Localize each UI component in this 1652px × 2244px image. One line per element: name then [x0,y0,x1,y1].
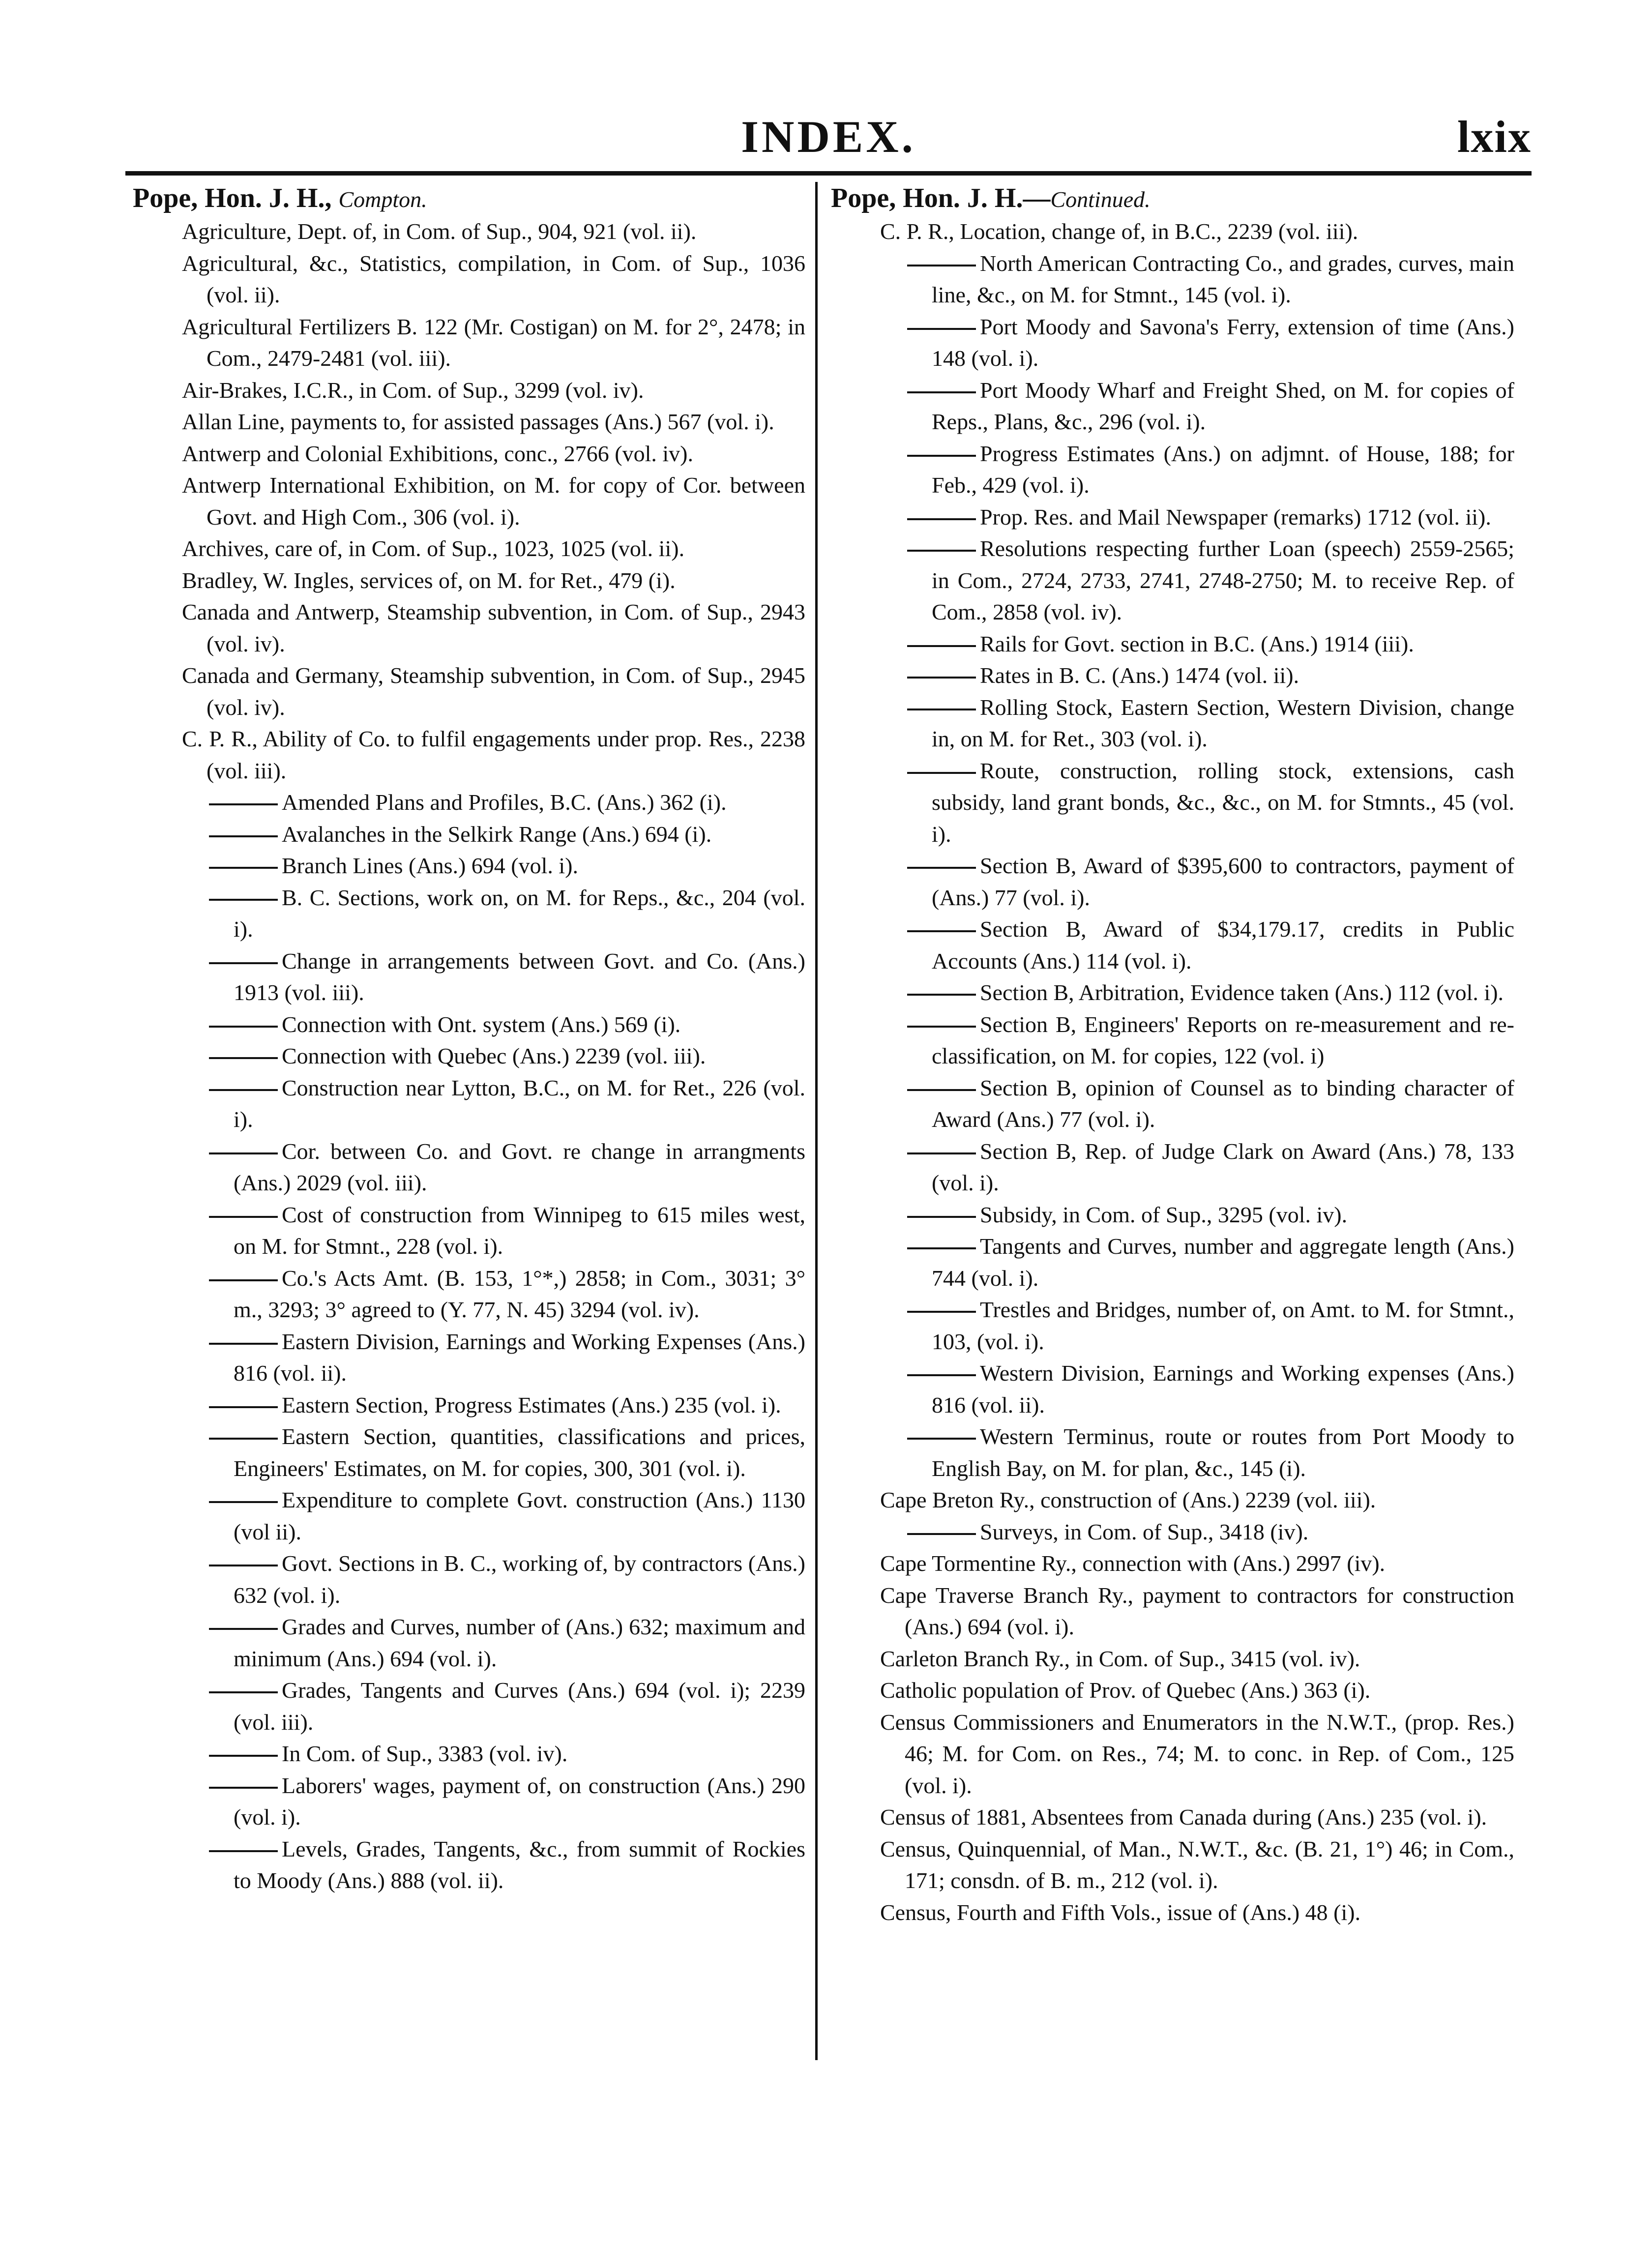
ditto-dash [907,1089,976,1091]
entry-text: Census Commissioners and Enumerators in the N.W.T., (prop. Res.) 46; M. for Com. on Res., 74; M. to conc. in Rep. of Com., 125 (vol. i). [880,1709,1514,1798]
ditto-dash [209,1026,278,1028]
entry-text: Expenditure to complete Govt. construction (Ans.) 1130 (vol ii). [234,1487,805,1544]
entry-text: Cost of construction from Winnipeg to 615 miles west, on M. for Stmnt., 228 (vol. i). [234,1202,805,1259]
index-entry [182,406,805,438]
index-subentry [907,1358,1514,1421]
index-subentry [209,819,805,851]
ditto-dash [209,1057,278,1059]
ditto-dash [907,930,976,932]
ditto-dash [209,1152,278,1154]
entry-text: Tangents and Curves, number and aggregate length (Ans.) 744 (vol. i). [932,1234,1514,1291]
ditto-dash [907,1374,976,1376]
index-entry [880,1580,1514,1643]
index-entry [182,438,805,470]
ditto-dash [907,1533,976,1535]
ditto-dash [209,1089,278,1091]
entry-text: Resolutions respecting further Loan (speech) 2559-2565; in Com., 2724, 2733, 2741, 2748-2750; M. to receive Rep. of Com., 2858 (vol. iv). [932,536,1514,624]
entry-text: Census, Fourth and Fifth Vols., issue of (Ans.) 48 (i). [880,1899,1361,1925]
index-subentry [907,438,1514,502]
index-subentry [907,1136,1514,1199]
index-subentry [907,660,1514,692]
ditto-dash [209,1279,278,1281]
entry-text: Branch Lines (Ans.) 694 (vol. i). [282,853,578,878]
entry-text: Archives, care of, in Com. of Sup., 1023, 1025 (vol. ii). [182,536,685,561]
index-entry [880,1643,1514,1675]
entry-text: Construction near Lytton, B.C., on M. for Ret., 226 (vol. i). [234,1075,805,1132]
index-entry [880,1897,1514,1929]
entry-text: Bradley, W. Ingles, services of, on M. for Ret., 479 (i). [182,567,676,593]
index-subentry [907,1516,1514,1548]
index-subentry [209,1136,805,1199]
index-subentry [907,311,1514,375]
entry-text: Western Terminus, route or routes from Port Moody to English Bay, on M. for plan, &c., 145 (i). [932,1424,1514,1481]
heading-name: Pope, Hon. J. H.— [831,183,1051,213]
index-subentry [907,1199,1514,1231]
entry-text: Carleton Branch Ry., in Com. of Sup., 3415 (vol. iv). [880,1646,1360,1671]
ditto-dash [209,1406,278,1408]
index-subentry [907,692,1514,755]
entry-text: Agriculture, Dept. of, in Com. of Sup., 904, 921 (vol. ii). [182,219,697,244]
index-entry [182,470,805,533]
ditto-dash [209,1216,278,1218]
index-subentry [209,1040,805,1072]
entry-text: Trestles and Bridges, number of, on Amt. to M. for Stmnt., 103, (vol. i). [932,1297,1514,1354]
entry-text: Eastern Section, Progress Estimates (Ans.) 235 (vol. i). [282,1392,781,1417]
index-entry [182,660,805,723]
index-entry [182,533,805,565]
index-subentry [209,1199,805,1263]
entry-text: Section B, Rep. of Judge Clark on Award (Ans.) 78, 133 (vol. i). [932,1138,1514,1195]
entry-text: Eastern Division, Earnings and Working Expenses (Ans.) 816 (vol. ii). [234,1329,805,1386]
index-entry [880,1833,1514,1897]
entry-text: Cape Tormentine Ry., connection with (Ans.) 2997 (iv). [880,1551,1386,1576]
ditto-dash [907,550,976,552]
index-subentry [907,1294,1514,1358]
heading-qualifier: Compton. [338,187,427,212]
ditto-dash [907,1438,976,1440]
ditto-dash [209,1628,278,1630]
ditto-dash [209,1755,278,1757]
entry-text: C. P. R., Location, change of, in B.C., 2239 (vol. iii). [880,219,1358,244]
entry-text: Cape Breton Ry., construction of (Ans.) 2239 (vol. iii). [880,1487,1376,1512]
index-subentry [209,945,805,1009]
index-subentry [907,1421,1514,1484]
ditto-dash [907,518,976,520]
ditto-dash [907,1152,976,1154]
left-column [133,182,805,1897]
index-entry [182,723,805,787]
entry-text: Rails for Govt. section in B.C. (Ans.) 1914 (iii). [980,631,1414,656]
entry-text: Cor. between Co. and Govt. re change in arrangments (Ans.) 2029 (vol. iii). [234,1138,805,1195]
column-divider [815,182,818,2060]
ditto-dash [209,1501,278,1503]
index-entry [880,1548,1514,1580]
index-subentry [209,1263,805,1326]
page-number: lxix [1457,112,1532,162]
page-title: INDEX. [741,112,916,162]
ditto-dash [907,1311,976,1313]
index-entry [880,1801,1514,1833]
ditto-dash [907,867,976,869]
index-subentry [209,1611,805,1675]
index-subentry [907,850,1514,914]
entry-text: Census, Quinquennial, of Man., N.W.T., &c. (B. 21, 1°) 46; in Com., 171; consdn. of B. m., 212 (vol. i). [880,1836,1514,1893]
entry-text: Antwerp International Exhibition, on M. for copy of Cor. between Govt. and High Com., 306 (vol. i). [182,472,805,530]
entry-text: Progress Estimates (Ans.) on adjmnt. of House, 188; for Feb., 429 (vol. i). [932,441,1514,498]
ditto-dash [907,328,976,330]
entry-text: Section B, Arbitration, Evidence taken (Ans.) 112 (vol. i). [980,980,1504,1005]
entry-text: Laborers' wages, payment of, on construction (Ans.) 290 (vol. i). [234,1772,805,1830]
entry-text: Co.'s Acts Amt. (B. 153, 1°*,) 2858; in Com., 3031; 3° m., 3293; 3° agreed to (Y. 77, N. 45) 3294 (vol. iv). [234,1265,805,1322]
ditto-dash [907,645,976,647]
index-subentry [209,882,805,945]
index-subentry [209,1009,805,1041]
ditto-dash [907,391,976,393]
header-rule [125,171,1532,176]
right-column [831,182,1514,1928]
entry-text: Avalanches in the Selkirk Range (Ans.) 694 (i). [282,821,712,847]
index-subentry [209,1548,805,1611]
entry-text: Rates in B. C. (Ans.) 1474 (vol. ii). [980,663,1299,688]
index-subentry [907,628,1514,660]
ditto-dash [907,1216,976,1218]
index-entry [880,1484,1514,1516]
ditto-dash [209,1343,278,1345]
left-entries [133,216,805,1897]
entry-text: Section B, Award of $395,600 to contractors, payment of (Ans.) 77 (vol. i). [932,853,1514,910]
entry-text: Levels, Grades, Tangents, &c., from summit of Rockies to Moody (Ans.) 888 (vol. ii). [234,1836,805,1893]
entry-text: Connection with Ont. system (Ans.) 569 (i). [282,1011,681,1037]
ditto-dash [209,835,278,837]
ditto-dash [209,1438,278,1440]
index-subentry [907,1072,1514,1136]
entry-text: Canada and Antwerp, Steamship subvention, in Com. of Sup., 2943 (vol. iv). [182,599,805,656]
index-subentry [907,248,1514,311]
entry-text: Grades and Curves, number of (Ans.) 632; maximum and minimum (Ans.) 694 (vol. i). [234,1614,805,1671]
ditto-dash [907,1026,976,1028]
entry-text: Port Moody Wharf and Freight Shed, on M. for copies of Reps., Plans, &c., 296 (vol. i). [932,377,1514,434]
entry-text: North American Contracting Co., and grades, curves, main line, &c., on M. for Stmnt., 145 (vol. i). [932,250,1514,307]
right-entries [831,216,1514,1928]
index-entry [182,596,805,660]
index-subentry [907,502,1514,533]
heading-qualifier: Continued. [1050,187,1150,212]
ditto-dash [907,455,976,457]
index-entry [182,311,805,375]
index-heading-continued [831,182,1514,216]
entry-text: B. C. Sections, work on, on M. for Reps., &c., 204 (vol. i). [234,885,805,942]
entry-text: Eastern Section, quantities, classifications and prices, Engineers' Estimates, on M. for copies, 300, 301 (vol. i). [234,1424,805,1481]
entry-text: Amended Plans and Profiles, B.C. (Ans.) 362 (i). [282,790,727,815]
ditto-dash [907,265,976,266]
entry-text: Rolling Stock, Eastern Section, Western Division, change in, on M. for Ret., 303 (vol. i). [932,694,1514,751]
entry-text: Western Division, Earnings and Working expenses (Ans.) 816 (vol. ii). [932,1360,1514,1417]
index-subentry [907,1009,1514,1072]
index-subentry [907,755,1514,851]
index-entry [182,216,805,248]
entry-text: Change in arrangements between Govt. and Co. (Ans.) 1913 (vol. iii). [234,948,805,1005]
index-subentry [209,1072,805,1136]
index-subentry [209,1389,805,1421]
ditto-dash [907,709,976,710]
entry-text: Connection with Quebec (Ans.) 2239 (vol. iii). [282,1043,706,1068]
entry-text: Section B, Engineers' Reports on re-measurement and re-classification, on M. for copies, 122 (vol. i) [932,1011,1514,1068]
entry-text: Port Moody and Savona's Ferry, extension of time (Ans.) 148 (vol. i). [932,314,1514,371]
entry-text: Agricultural, &c., Statistics, compilation, in Com. of Sup., 1036 (vol. ii). [182,250,805,307]
entry-text: Agricultural Fertilizers B. 122 (Mr. Costigan) on M. for 2°, 2478; in Com., 2479-2481 (vol. iii). [182,314,805,371]
heading-name: Pope, Hon. J. H., [133,183,332,213]
index-entry [182,565,805,597]
entry-text: Antwerp and Colonial Exhibitions, conc., 2766 (vol. iv). [182,441,693,466]
index-entry [182,375,805,407]
index-subentry [907,1231,1514,1294]
ditto-dash [907,1247,976,1249]
index-subentry [209,1484,805,1548]
entry-text: C. P. R., Ability of Co. to fulfil engagements under prop. Res., 2238 (vol. iii). [182,726,805,783]
index-subentry [209,1326,805,1389]
index-entry [880,1707,1514,1802]
entry-text: Census of 1881, Absentees from Canada during (Ans.) 235 (vol. i). [880,1804,1487,1830]
ditto-dash [907,772,976,774]
ditto-dash [209,867,278,869]
index-subentry [907,533,1514,628]
entry-text: Catholic population of Prov. of Quebec (Ans.) 363 (i). [880,1678,1371,1703]
entry-text: Subsidy, in Com. of Sup., 3295 (vol. iv). [980,1202,1348,1227]
ditto-dash [209,1850,278,1852]
ditto-dash [209,899,278,901]
ditto-dash [209,962,278,964]
index-subentry [209,1675,805,1738]
index-subentry [209,1421,805,1484]
index-subentry [209,787,805,819]
entry-text: Allan Line, payments to, for assisted passages (Ans.) 567 (vol. i). [182,409,774,434]
entry-text: Grades, Tangents and Curves (Ans.) 694 (vol. i); 2239 (vol. iii). [234,1678,805,1735]
index-subentry [907,914,1514,977]
index-subentry [209,1770,805,1833]
entry-text: Section B, opinion of Counsel as to binding character of Award (Ans.) 77 (vol. i). [932,1075,1514,1132]
index-entry [880,216,1514,248]
entry-text: Air-Brakes, I.C.R., in Com. of Sup., 3299 (vol. iv). [182,377,644,403]
entry-text: Route, construction, rolling stock, extensions, cash subsidy, land grant bonds, &c., &c., on M. for Stmnts., 45 (vol. i). [932,758,1514,847]
page-header [125,101,1532,165]
ditto-dash [209,803,278,805]
entry-text: Prop. Res. and Mail Newspaper (remarks) 1712 (vol. ii). [980,504,1491,530]
ditto-dash [907,677,976,679]
index-subentry [209,850,805,882]
ditto-dash [209,1787,278,1789]
entry-text: Cape Traverse Branch Ry., payment to contractors for construction (Ans.) 694 (vol. i). [880,1582,1514,1639]
entry-text: In Com. of Sup., 3383 (vol. iv). [282,1741,568,1766]
entry-text: Surveys, in Com. of Sup., 3418 (iv). [980,1519,1309,1544]
index-subentry [907,977,1514,1009]
ditto-dash [209,1691,278,1693]
ditto-dash [209,1565,278,1566]
entry-text: Canada and Germany, Steamship subvention, in Com. of Sup., 2945 (vol. iv). [182,663,805,720]
index-subentry [209,1738,805,1770]
index-subentry [907,375,1514,438]
entry-text: Section B, Award of $34,179.17, credits in Public Accounts (Ans.) 114 (vol. i). [932,916,1514,974]
ditto-dash [907,994,976,996]
index-heading [133,182,805,216]
index-entry [182,248,805,311]
index-entry [880,1675,1514,1707]
entry-text: Govt. Sections in B. C., working of, by contractors (Ans.) 632 (vol. i). [234,1551,805,1608]
index-subentry [209,1833,805,1897]
